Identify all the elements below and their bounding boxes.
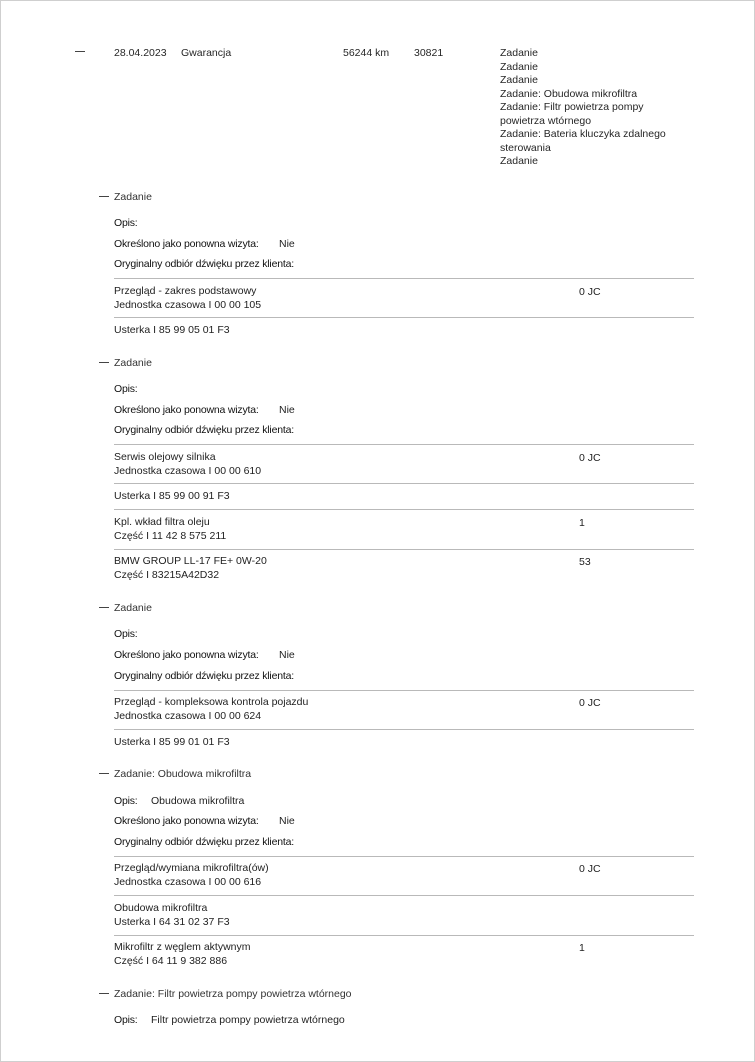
item-code: Część I 64 11 9 382 886 xyxy=(114,954,228,967)
task-list-item: Zadanie xyxy=(500,60,538,73)
collapse-icon[interactable] xyxy=(99,773,109,774)
item-code: Część I 11 42 8 575 211 xyxy=(114,529,227,542)
divider xyxy=(114,549,694,550)
revisit-label: Określono jako ponowna wizyta: xyxy=(114,815,259,827)
task-list-item: sterowania xyxy=(500,141,551,154)
item-row xyxy=(114,516,226,543)
item-name: Usterka I 85 99 05 01 F3 xyxy=(114,324,230,336)
task-title: Zadanie xyxy=(114,602,152,614)
summary-mileage: 56244 km xyxy=(343,47,390,59)
collapse-icon[interactable] xyxy=(75,51,85,52)
revisit-value: Nie xyxy=(279,238,295,250)
summary-date: 28.04.2023 xyxy=(114,47,167,59)
summary-order: 30821 xyxy=(414,47,444,59)
divider xyxy=(114,483,694,484)
divider xyxy=(114,729,694,730)
task-list-item: Zadanie: Bateria kluczyka zdalnego xyxy=(500,128,666,140)
opis-label: Opis: xyxy=(114,1014,138,1026)
divider xyxy=(114,935,694,936)
item-name: Usterka I 85 99 00 91 F3 xyxy=(114,490,230,502)
item-row xyxy=(114,451,261,478)
item-code: Jednostka czasowa I 00 00 616 xyxy=(114,875,262,888)
item-value: 1 xyxy=(579,942,585,954)
opis-label: Opis: xyxy=(114,795,138,807)
item-name: Serwis olejowy silnika xyxy=(114,451,216,463)
item-row xyxy=(114,490,230,504)
item-value: 0 JC xyxy=(579,863,601,875)
item-name: Usterka I 85 99 01 01 F3 xyxy=(114,736,230,748)
revisit-label: Określono jako ponowna wizyta: xyxy=(114,649,259,661)
item-value: 0 JC xyxy=(579,452,601,464)
task-list-item: Zadanie xyxy=(500,155,538,167)
divider xyxy=(114,895,694,896)
item-row xyxy=(114,736,230,750)
original-sound-label: Oryginalny odbiór dźwięku przez klienta: xyxy=(114,836,294,848)
original-sound-label: Oryginalny odbiór dźwięku przez klienta: xyxy=(114,670,294,682)
task-list-item: Zadanie xyxy=(500,47,538,59)
item-name: Przegląd - kompleksowa kontrola pojazdu xyxy=(114,696,309,708)
task-title: Zadanie: Obudowa mikrofiltra xyxy=(114,768,252,780)
collapse-icon[interactable] xyxy=(99,362,109,363)
divider xyxy=(114,278,694,279)
collapse-icon[interactable] xyxy=(99,196,109,197)
divider xyxy=(114,690,694,691)
summary-type: Gwarancja xyxy=(181,47,232,59)
opis-label: Opis: xyxy=(114,217,138,229)
item-value: 0 JC xyxy=(579,286,601,298)
item-row xyxy=(114,902,230,929)
revisit-value: Nie xyxy=(279,649,295,661)
item-row xyxy=(114,324,230,338)
item-value: 0 JC xyxy=(579,697,601,709)
divider xyxy=(114,444,694,445)
task-title: Zadanie: Filtr powietrza pompy powietrza wtórnego xyxy=(114,988,352,1000)
original-sound-label: Oryginalny odbiór dźwięku przez klienta: xyxy=(114,424,294,436)
opis-label: Opis: xyxy=(114,628,138,640)
item-value: 53 xyxy=(579,556,591,568)
revisit-value: Nie xyxy=(279,404,295,416)
task-list-item: powietrza wtórnego xyxy=(500,114,592,127)
revisit-label: Określono jako ponowna wizyta: xyxy=(114,238,259,250)
task-list-item: Zadanie xyxy=(500,74,538,86)
divider xyxy=(114,317,694,318)
revisit-label: Określono jako ponowna wizyta: xyxy=(114,404,259,416)
item-row xyxy=(114,285,261,312)
item-value: 1 xyxy=(579,517,585,529)
task-title: Zadanie xyxy=(114,357,152,369)
item-name: Przegląd - zakres podstawowy xyxy=(114,285,257,297)
opis-value: Obudowa mikrofiltra xyxy=(151,795,245,807)
opis-value: Filtr powietrza pompy powietrza wtórnego xyxy=(151,1014,345,1026)
item-name: Obudowa mikrofiltra xyxy=(114,902,208,914)
task-title: Zadanie xyxy=(114,191,152,203)
revisit-value: Nie xyxy=(279,815,295,827)
item-row xyxy=(114,941,251,968)
item-code: Jednostka czasowa I 00 00 610 xyxy=(114,464,262,477)
task-list-item: Zadanie: Obudowa mikrofiltra xyxy=(500,87,638,100)
original-sound-label: Oryginalny odbiór dźwięku przez klienta: xyxy=(114,258,294,270)
item-code: Jednostka czasowa I 00 00 624 xyxy=(114,709,262,722)
item-code: Część I 83215A42D32 xyxy=(114,568,220,581)
collapse-icon[interactable] xyxy=(99,993,109,994)
item-code: Jednostka czasowa I 00 00 105 xyxy=(114,298,262,311)
divider xyxy=(114,509,694,510)
item-name: BMW GROUP LL-17 FE+ 0W-20 xyxy=(114,555,267,567)
collapse-icon[interactable] xyxy=(99,607,109,608)
item-row xyxy=(114,696,308,723)
item-row xyxy=(114,862,269,889)
item-name: Przegląd/wymiana mikrofiltra(ów) xyxy=(114,862,269,874)
item-name: Mikrofiltr z węglem aktywnym xyxy=(114,941,251,953)
task-list-item: Zadanie: Filtr powietrza pompy xyxy=(500,101,644,113)
summary-task-list xyxy=(500,47,666,169)
divider xyxy=(114,856,694,857)
item-name: Kpl. wkład filtra oleju xyxy=(114,516,210,528)
item-row xyxy=(114,555,267,582)
item-code: Usterka I 64 31 02 37 F3 xyxy=(114,915,230,928)
opis-label: Opis: xyxy=(114,383,138,395)
